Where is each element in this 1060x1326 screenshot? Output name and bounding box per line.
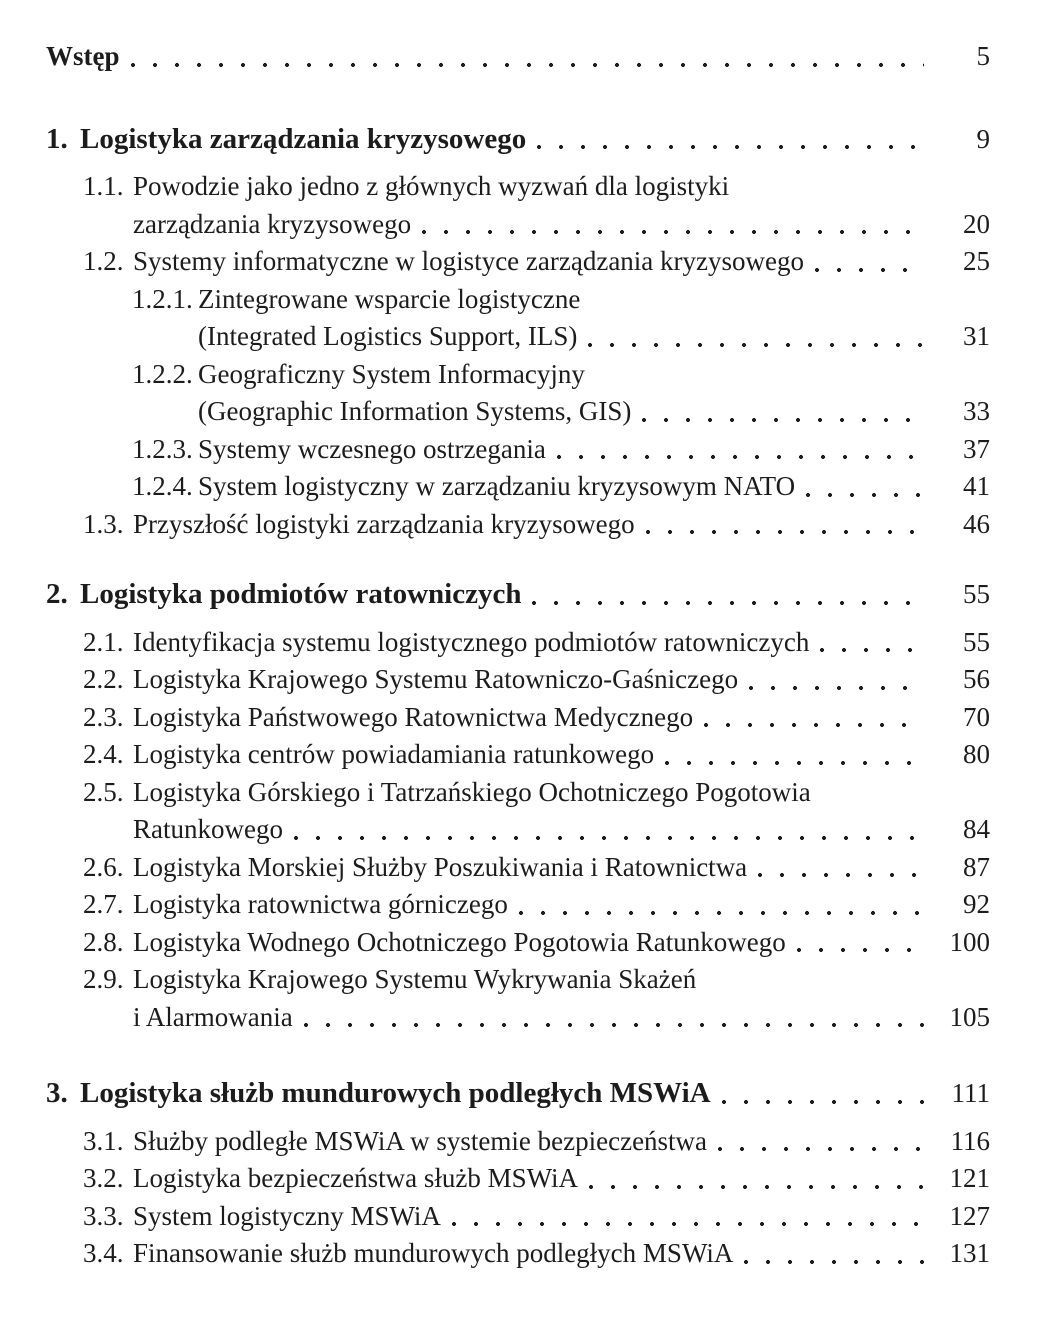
entry-title: Systemy wczesnego ostrzegania <box>198 433 546 464</box>
entry-title: Finansowanie służb mundurowych podległych MSWiA <box>133 1238 734 1268</box>
page-number: 31 <box>963 321 990 351</box>
entry-line <box>42 206 990 244</box>
dot-leader <box>664 759 924 767</box>
page-number: 105 <box>949 1001 990 1032</box>
entry-number: 1.2. <box>83 246 124 276</box>
toc-entry <box>42 849 990 887</box>
entry-title-continued: i Alarmowania <box>133 1001 293 1032</box>
page-number: 41 <box>963 471 990 501</box>
page-number: 70 <box>963 701 990 732</box>
entry-title-continued: zarządzania kryzysowego <box>133 208 412 239</box>
entry-title: Powodzie jako jedno z głównych wyzwań dla logistyki <box>133 171 730 201</box>
dot-leader <box>518 909 924 917</box>
entry-number: 1.2.3. <box>132 433 193 464</box>
page-number: 84 <box>963 814 990 844</box>
entry-title: Logistyka ratownictwa górniczego <box>133 889 508 919</box>
entry-line <box>42 168 990 206</box>
dot-leader <box>757 871 924 879</box>
entry-title: Logistyka Państwowego Ratownictwa Medycznego <box>133 701 694 732</box>
entry-number: 2.7. <box>83 889 124 919</box>
entry-number: 1.2.1. <box>132 283 193 314</box>
entry-title: System logistyczny MSWiA <box>133 1200 441 1231</box>
entry-number: 3.4. <box>83 1238 124 1268</box>
page-number: 5 <box>976 41 990 71</box>
page-number: 9 <box>976 123 990 154</box>
page-number: 121 <box>949 1163 990 1193</box>
toc-entry <box>42 661 990 699</box>
dot-leader <box>641 416 924 424</box>
toc-entry <box>42 243 990 281</box>
dot-leader <box>531 599 924 607</box>
toc-entry <box>42 468 990 506</box>
page-number: 55 <box>963 579 990 609</box>
entry-number: 2. <box>46 578 68 610</box>
dot-leader <box>303 1021 924 1029</box>
entry-line <box>42 774 990 812</box>
toc-entry-wstep <box>42 38 990 76</box>
entry-line <box>42 999 990 1037</box>
entry-number: 1.1. <box>83 171 124 201</box>
toc-entry <box>42 886 990 924</box>
entry-title-continued: (Geographic Information Systems, GIS) <box>198 396 632 426</box>
entry-line <box>42 356 990 394</box>
entry-number: 2.8. <box>83 926 124 957</box>
entry-number: 1. <box>46 122 68 155</box>
entry-title: Logistyka centrów powiadamiania ratunkowego <box>133 739 655 769</box>
page-number: 37 <box>963 433 990 464</box>
page-number: 20 <box>963 208 990 239</box>
dot-leader <box>743 1258 924 1266</box>
dot-leader <box>536 143 924 151</box>
dot-leader <box>805 491 924 499</box>
entry-title: Logistyka bezpieczeństwa służb MSWiA <box>133 1163 579 1193</box>
entry-title: Logistyka zarządzania kryzysowego <box>80 122 527 155</box>
toc-page <box>42 38 990 1273</box>
entry-title: Wstęp <box>46 41 120 71</box>
entry-title: Logistyka podmiotów ratowniczych <box>80 578 522 610</box>
entry-number: 3.2. <box>83 1163 124 1193</box>
entry-line <box>42 281 990 319</box>
toc-entry <box>42 1198 990 1236</box>
toc-entry <box>42 624 990 662</box>
toc-entry <box>42 431 990 469</box>
entry-title: Logistyka Krajowego Systemu Ratowniczo-Gaśniczego <box>133 664 739 694</box>
dot-leader <box>293 834 924 842</box>
toc-entry <box>42 1235 990 1273</box>
entry-title: System logistyczny w zarządzaniu kryzysowym NATO <box>198 471 796 501</box>
dot-leader <box>645 528 924 536</box>
toc-entry <box>42 736 990 774</box>
entry-number: 1.2.4. <box>132 471 193 501</box>
entry-number: 2.2. <box>83 664 124 694</box>
entry-number: 2.9. <box>83 964 124 994</box>
entry-title: Logistyka służb mundurowych podległych MSWiA <box>80 1077 711 1109</box>
entry-title: Logistyka Górskiego i Tatrzańskiego Ochotniczego Pogotowia <box>133 776 811 807</box>
page-number: 46 <box>963 508 990 539</box>
entry-title-continued: (Integrated Logistics Support, ILS) <box>198 321 578 351</box>
toc-entry <box>42 924 990 962</box>
toc-entry <box>42 506 990 544</box>
entry-number: 2.1. <box>83 626 124 657</box>
page-number: 100 <box>949 926 990 957</box>
entry-number: 1.2.2. <box>132 358 193 389</box>
page-number: 33 <box>963 396 990 426</box>
entry-title: Systemy informatyczne w logistyce zarządzania kryzysowego <box>133 246 805 276</box>
page-number: 87 <box>963 851 990 882</box>
chapter-heading <box>42 121 990 159</box>
page-number: 56 <box>963 664 990 694</box>
chapter-heading <box>42 1075 990 1113</box>
entry-title: Zintegrowane wsparcie logistyczne <box>198 283 581 314</box>
toc-entry <box>42 1123 990 1161</box>
dot-leader <box>588 1183 924 1191</box>
toc-entry <box>42 281 990 356</box>
dot-leader <box>796 946 924 954</box>
page-number: 127 <box>949 1200 990 1231</box>
entry-number: 1.3. <box>83 508 124 539</box>
dot-leader <box>703 721 924 729</box>
dot-leader <box>748 684 924 692</box>
toc-entry <box>42 356 990 431</box>
entry-line <box>42 811 990 849</box>
chapter-heading <box>42 576 990 614</box>
toc-entry <box>42 774 990 849</box>
entry-number: 2.6. <box>83 851 124 882</box>
page-number: 116 <box>950 1125 990 1156</box>
entry-line <box>42 961 990 999</box>
entry-title: Geograficzny System Informacyjny <box>198 358 585 389</box>
page-number: 92 <box>963 889 990 919</box>
page-number: 80 <box>963 739 990 769</box>
entry-line <box>42 318 990 356</box>
entry-title: Logistyka Wodnego Ochotniczego Pogotowia Ratunkowego <box>133 926 786 957</box>
entry-number: 3.3. <box>83 1200 124 1231</box>
entry-title: Logistyka Krajowego Systemu Wykrywania Skażeń <box>133 964 697 994</box>
entry-number: 3. <box>46 1077 68 1109</box>
toc-entry <box>42 1160 990 1198</box>
dot-leader <box>130 61 925 69</box>
entry-title: Identyfikacja systemu logistycznego podmiotów ratowniczych <box>133 626 810 657</box>
dot-leader <box>721 1098 924 1106</box>
entry-title: Logistyka Morskiej Służby Poszukiwania i Ratownictwa <box>133 851 748 882</box>
page-number: 55 <box>963 626 990 657</box>
dot-leader <box>556 453 924 461</box>
page-number: 131 <box>949 1238 990 1268</box>
dot-leader <box>451 1220 924 1228</box>
toc-entry <box>42 699 990 737</box>
entry-number: 2.3. <box>83 701 124 732</box>
dot-leader <box>587 341 924 349</box>
dot-leader <box>819 646 924 654</box>
dot-leader <box>421 228 924 236</box>
entry-number: 2.4. <box>83 739 124 769</box>
toc-entry <box>42 168 990 243</box>
entry-line <box>42 393 990 431</box>
entry-title: Przyszłość logistyki zarządzania kryzysowego <box>133 508 635 539</box>
dot-leader <box>814 266 924 274</box>
entry-number: 2.5. <box>83 776 124 807</box>
entry-number: 3.1. <box>83 1125 124 1156</box>
page-number: 25 <box>963 246 990 276</box>
page-number: 111 <box>951 1078 990 1108</box>
entry-title-continued: Ratunkowego <box>133 814 283 844</box>
dot-leader <box>717 1145 924 1153</box>
toc-entry <box>42 961 990 1036</box>
entry-title: Służby podległe MSWiA w systemie bezpieczeństwa <box>133 1125 708 1156</box>
